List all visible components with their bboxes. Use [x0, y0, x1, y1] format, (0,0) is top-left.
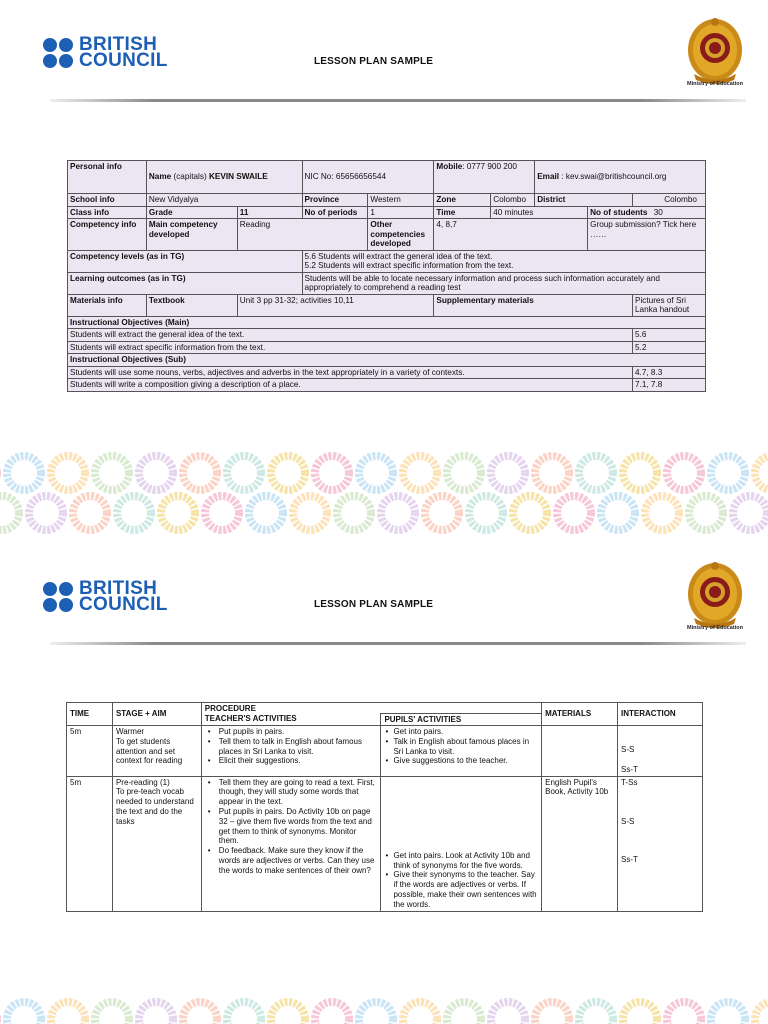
ring-shape	[689, 496, 723, 530]
page-header-1	[0, 0, 768, 110]
list-item: • Talk in English about famous places in Sri Lanka to visit.	[384, 737, 538, 757]
table-row	[67, 776, 703, 911]
ring-shape	[513, 496, 547, 530]
zone-value: Colombo	[491, 194, 535, 207]
ring-shape	[491, 456, 525, 490]
ring-shape	[0, 496, 19, 530]
ring-shape	[139, 456, 173, 490]
ring-shape	[117, 496, 151, 530]
ring-shape	[29, 496, 63, 530]
ring-shape	[139, 1002, 173, 1024]
table-row	[68, 316, 706, 329]
ring-shape	[227, 1002, 261, 1024]
teacher-activities	[201, 776, 381, 911]
table-row	[68, 379, 706, 392]
ring-shape	[557, 496, 591, 530]
logo-dots-icon	[43, 582, 73, 612]
objective-code: 4.7, 8.3	[633, 366, 706, 379]
list-item: • Get into pairs.	[384, 727, 538, 737]
list-item: • Tell them they are going to read a text. First, though, they will study some words that appear in the text.	[205, 778, 378, 807]
periods-value: 1	[368, 206, 434, 219]
ring-shape	[447, 456, 481, 490]
objective-code: 5.6	[633, 329, 706, 342]
objectives-main-label: Instructional Objectives (Main)	[68, 316, 706, 329]
emblem-caption: Ministry of Education	[687, 625, 743, 631]
header-divider	[50, 99, 746, 102]
ring-shape	[315, 456, 349, 490]
table-row	[68, 354, 706, 367]
nic-cell: NIC No: 65656656544	[302, 161, 434, 194]
other-competency-label: Other competencies developed	[368, 219, 434, 251]
main-competency-label: Main competency developed	[146, 219, 237, 251]
ring-shape	[381, 496, 415, 530]
table-row	[68, 272, 706, 294]
table-row	[68, 206, 706, 219]
main-competency-value: Reading	[237, 219, 368, 251]
pupils-activities	[381, 776, 542, 911]
other-competency-value: 4, 8,7	[434, 219, 588, 251]
province-value: Western	[368, 194, 434, 207]
table-row	[68, 329, 706, 342]
ring-shape	[755, 456, 768, 490]
table-row	[68, 161, 706, 194]
learning-outcomes-label: Learning outcomes (as in TG)	[68, 272, 303, 294]
ring-shape	[667, 456, 701, 490]
class-info-label: Class info	[68, 206, 147, 219]
objectives-sub-label: Instructional Objectives (Sub)	[68, 354, 706, 367]
row-time: 5m	[67, 726, 113, 777]
district-label: District	[535, 194, 633, 207]
table-row	[68, 341, 706, 354]
teacher-activities	[201, 726, 381, 777]
header-divider	[50, 642, 746, 645]
ring-shape	[95, 1002, 129, 1024]
objective-text: Students will extract the general idea of the text.	[68, 329, 633, 342]
list-item: • Get into pairs. Look at Activity 10b and think of synonyms for the five words.	[384, 851, 538, 871]
ministry-emblem-icon	[684, 558, 746, 628]
time-value: 40 minutes	[491, 206, 588, 219]
objective-text: Students will extract specific information from the text.	[68, 341, 633, 354]
materials-header: MATERIALS	[542, 703, 618, 726]
ring-shape	[645, 496, 679, 530]
procedure-header: PROCEDURE	[201, 703, 541, 714]
list-item: • Elicit their suggestions.	[205, 756, 378, 766]
table-row	[67, 726, 703, 777]
logo-line-1: BRITISH	[79, 578, 158, 599]
school-info-label: School info	[68, 194, 147, 207]
ring-shape	[205, 496, 239, 530]
ring-shape	[579, 1002, 613, 1024]
ring-shape	[183, 1002, 217, 1024]
table-row	[68, 250, 706, 272]
british-council-logo	[43, 578, 168, 615]
ring-shape	[95, 456, 129, 490]
district-value: Colombo	[633, 194, 706, 207]
competency-info-label: Competency info	[68, 219, 147, 251]
pupils-activities	[381, 726, 542, 777]
province-label: Province	[302, 194, 368, 207]
row-materials: English Pupil's Book, Activity 10b	[542, 776, 618, 911]
periods-label: No of periods	[302, 206, 368, 219]
ring-shape	[623, 456, 657, 490]
ring-shape	[271, 1002, 305, 1024]
ring-shape	[227, 456, 261, 490]
list-item: • Do feedback. Make sure they know if the words are adjectives or verbs. Can they use the words to make sentences of their own?	[205, 846, 378, 875]
ring-shape	[359, 456, 393, 490]
table-row	[68, 194, 706, 207]
ring-shape	[293, 496, 327, 530]
document-title: LESSON PLAN SAMPLE	[314, 56, 434, 67]
logo-line-2: COUNCIL	[79, 594, 168, 615]
ring-shape	[601, 496, 635, 530]
ring-shape	[491, 1002, 525, 1024]
time-header: TIME	[67, 703, 113, 726]
zone-label: Zone	[434, 194, 491, 207]
objective-code: 7.1, 7.8	[633, 379, 706, 392]
logo-line-1: BRITISH	[79, 34, 158, 55]
school-value: New Vidyalya	[146, 194, 302, 207]
ring-shape	[7, 456, 41, 490]
stage-name: Warmer	[115, 727, 145, 736]
ring-shape	[623, 1002, 657, 1024]
interaction-header: INTERACTION	[618, 703, 703, 726]
objective-text: Students will write a composition giving a description of a place.	[68, 379, 633, 392]
ring-shape	[447, 1002, 481, 1024]
name-cell: Name (capitals) KEVIN SWAILE	[146, 161, 302, 194]
ring-shape	[73, 496, 107, 530]
table-row	[68, 366, 706, 379]
ring-shape	[337, 496, 371, 530]
ring-shape	[755, 1002, 768, 1024]
stage-aim: To get students attention and set context for reading	[115, 736, 183, 766]
logo-line-2: COUNCIL	[79, 50, 168, 71]
email-cell: Email : kev.swai@britishcouncil.org	[535, 161, 706, 194]
textbook-label: Textbook	[146, 294, 237, 316]
lesson-info-table	[67, 160, 706, 392]
document-title: LESSON PLAN SAMPLE	[314, 599, 434, 610]
students-cell: No of students 30	[588, 206, 706, 219]
ring-shape	[249, 496, 283, 530]
materials-info-label: Materials info	[68, 294, 147, 316]
ministry-emblem-icon	[684, 14, 746, 84]
ring-shape	[7, 1002, 41, 1024]
ring-shape	[535, 1002, 569, 1024]
ring-shape	[403, 1002, 437, 1024]
procedure-table	[66, 702, 703, 912]
objective-code: 5.2	[633, 341, 706, 354]
ring-shape	[359, 1002, 393, 1024]
row-time: 5m	[67, 776, 113, 911]
table-header-row	[67, 703, 703, 714]
page-header-2	[0, 544, 768, 654]
personal-info-label: Personal info	[68, 161, 147, 194]
row-interaction: T-Ss S-S Ss-T	[618, 776, 703, 911]
ring-shape	[403, 456, 437, 490]
ring-shape	[183, 456, 217, 490]
ring-shape	[315, 1002, 349, 1024]
ring-shape	[667, 1002, 701, 1024]
ring-shape	[425, 496, 459, 530]
logo-dots-icon	[43, 38, 73, 68]
row-interaction: S-S Ss-T	[618, 726, 703, 777]
row-stage	[112, 776, 201, 911]
ring-shape	[579, 456, 613, 490]
competency-levels-label: Competency levels (as in TG)	[68, 250, 303, 272]
ring-shape	[51, 1002, 85, 1024]
ring-shape	[51, 456, 85, 490]
group-submission-tick[interactable]: Group submission? Tick here ……	[588, 219, 706, 251]
ring-shape	[733, 496, 767, 530]
ring-shape	[161, 496, 195, 530]
decorative-ring-pattern	[0, 995, 768, 1024]
table-row	[68, 219, 706, 251]
british-council-logo	[43, 34, 168, 71]
objective-text: Students will use some nouns, verbs, adjectives and adverbs in the text appropriately in a variety of contexts.	[68, 366, 633, 379]
time-label: Time	[434, 206, 491, 219]
stage-name: Pre-reading (1)	[115, 777, 170, 787]
ring-shape	[469, 496, 503, 530]
list-item: • Tell them to talk in English about famous places in Sri Lanka to visit.	[205, 737, 378, 757]
stage-header: STAGE + AIM	[112, 703, 201, 726]
grade-value: 11	[237, 206, 302, 219]
row-stage	[112, 726, 201, 777]
ring-shape	[535, 456, 569, 490]
learning-outcomes-value: Students will be able to locate necessary information and process such information accurately and appropriately to comprehend a reading test	[302, 272, 705, 294]
pupils-activities-header: PUPILS' ACTIVITIES	[381, 714, 542, 726]
decorative-ring-pattern	[0, 451, 768, 535]
list-item: • Give their synonyms to the teacher. Say if the words are adjectives or verbs. If possible, make their own sentences with the words.	[384, 870, 538, 909]
table-row	[68, 294, 706, 316]
list-item: • Put pupils in pairs.	[205, 727, 378, 737]
stage-aim: To pre-teach vocab needed to understand the text and do the tasks	[115, 787, 194, 826]
grade-label: Grade	[146, 206, 237, 219]
ring-shape	[711, 456, 745, 490]
ring-shape	[271, 456, 305, 490]
supplementary-label: Supplementary materials	[434, 294, 633, 316]
ring-shape	[711, 1002, 745, 1024]
teacher-activities-header: TEACHER'S ACTIVITIES	[201, 714, 381, 726]
competency-levels-value: 5.6 Students will extract the general idea of the text. 5.2 Students will extract specific information from the text.	[302, 250, 705, 272]
textbook-value: Unit 3 pp 31-32; activities 10,11	[237, 294, 434, 316]
list-item: • Put pupils in pairs. Do Activity 10b on page 32 – give them five words from the text and get them to think of synonyms. Monitor them.	[205, 807, 378, 846]
supplementary-value: Pictures of Sri Lanka handout	[633, 294, 706, 316]
mobile-cell: Mobile: 0777 900 200	[434, 161, 535, 194]
emblem-caption: Ministry of Education	[687, 81, 743, 87]
row-materials	[542, 726, 618, 777]
list-item: • Give suggestions to the teacher.	[384, 756, 538, 766]
